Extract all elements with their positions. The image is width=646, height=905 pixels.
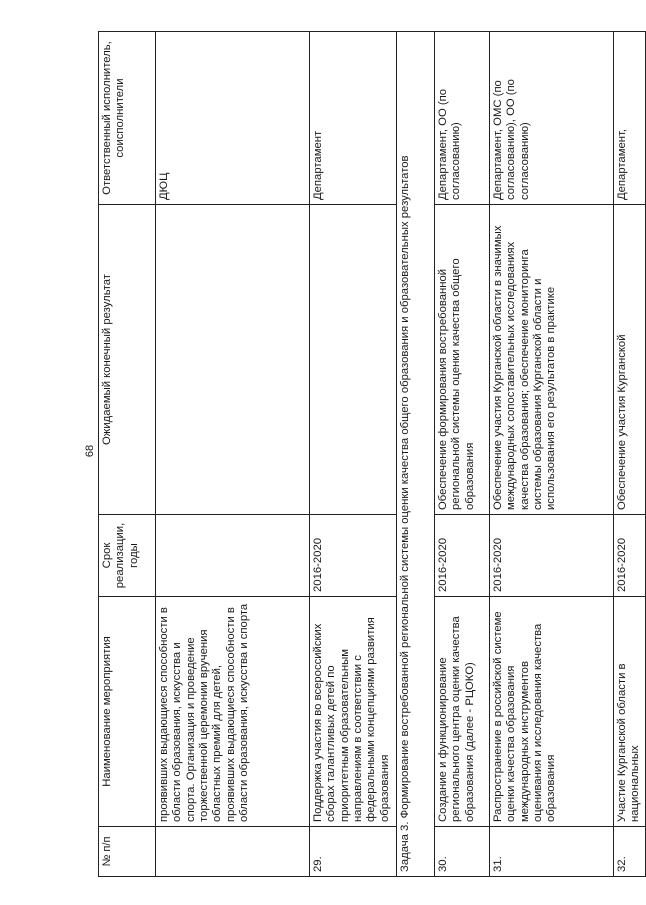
row-num: 30. xyxy=(435,827,490,877)
header-term: Срок реализации, годы xyxy=(99,515,156,597)
row-result xyxy=(156,205,310,515)
row-term: 2016-2020 xyxy=(435,515,490,597)
header-num: № п/п xyxy=(99,827,156,877)
row-result xyxy=(310,205,397,515)
header-result: Ожидаемый конечный результат xyxy=(99,205,156,515)
task-heading-row xyxy=(397,32,435,877)
row-term: 2016-2020 xyxy=(310,515,397,597)
row-term: 2016-2020 xyxy=(614,515,646,597)
row-num: 32. xyxy=(614,827,646,877)
header-executor: Ответственный исполнитель, соисполнители xyxy=(99,32,156,205)
row-name: Участие Курганской области в национальных xyxy=(614,597,646,827)
row-name: Распространение в российской системе оценки качества образования международных инструментов оценивания и исследования качества образования xyxy=(490,597,614,827)
row-result: Обеспечение участия Курганской области в значимых международных сопоставительных исследованиях качества образования; обеспечение мониторинга системы образования Курганской области и использования его результатов в практике xyxy=(490,205,614,515)
row-result: Обеспечение формирования востребованной региональной системы оценки качества общего образования xyxy=(435,205,490,515)
row-executor: Департамент, ОМС (по согласованию), ОО (по согласованию) xyxy=(490,32,614,205)
row-executor: Департамент xyxy=(310,32,397,205)
task-3-heading: Задача 3. Формирование востребованной региональной системы оценки качества общего образования и образовательных результатов xyxy=(397,32,435,877)
row-executor: Департамент, xyxy=(614,32,646,205)
table-row xyxy=(614,32,646,877)
row-num: 31. xyxy=(490,827,614,877)
table-header-row xyxy=(99,32,156,877)
row-num: 29. xyxy=(310,827,397,877)
row-executor: ДЮЦ xyxy=(156,32,310,205)
row-result: Обеспечение участия Курганской xyxy=(614,205,646,515)
table-row xyxy=(310,32,397,877)
table-row xyxy=(490,32,614,877)
row-name: Поддержка участия во всероссийских сборах талантливых детей по приоритетным образовательным направлениям в соответствии с федеральными концепциями развития образования xyxy=(310,597,397,827)
row-term: 2016-2020 xyxy=(490,515,614,597)
activities-table xyxy=(98,31,646,877)
header-name: Наименование мероприятия xyxy=(99,597,156,827)
rotated-page-content xyxy=(98,32,642,877)
row-name: проявивших выдающиеся способности в области образования, искусства и спорта. Организация и проведение торжественной церемонии вручения областных премий для детей, проявивших выдающиеся способности в области образования, искусства и спорта xyxy=(156,597,310,827)
row-term xyxy=(156,515,310,597)
page-number: 68 xyxy=(84,444,96,458)
row-executor: Департамент, ОО (по согласованию) xyxy=(435,32,490,205)
row-num xyxy=(156,827,310,877)
row-name: Создание и функционирование регионального центра оценки качества образования (далее - РЦОКО) xyxy=(435,597,490,827)
table-row xyxy=(435,32,490,877)
table-row xyxy=(156,32,310,877)
